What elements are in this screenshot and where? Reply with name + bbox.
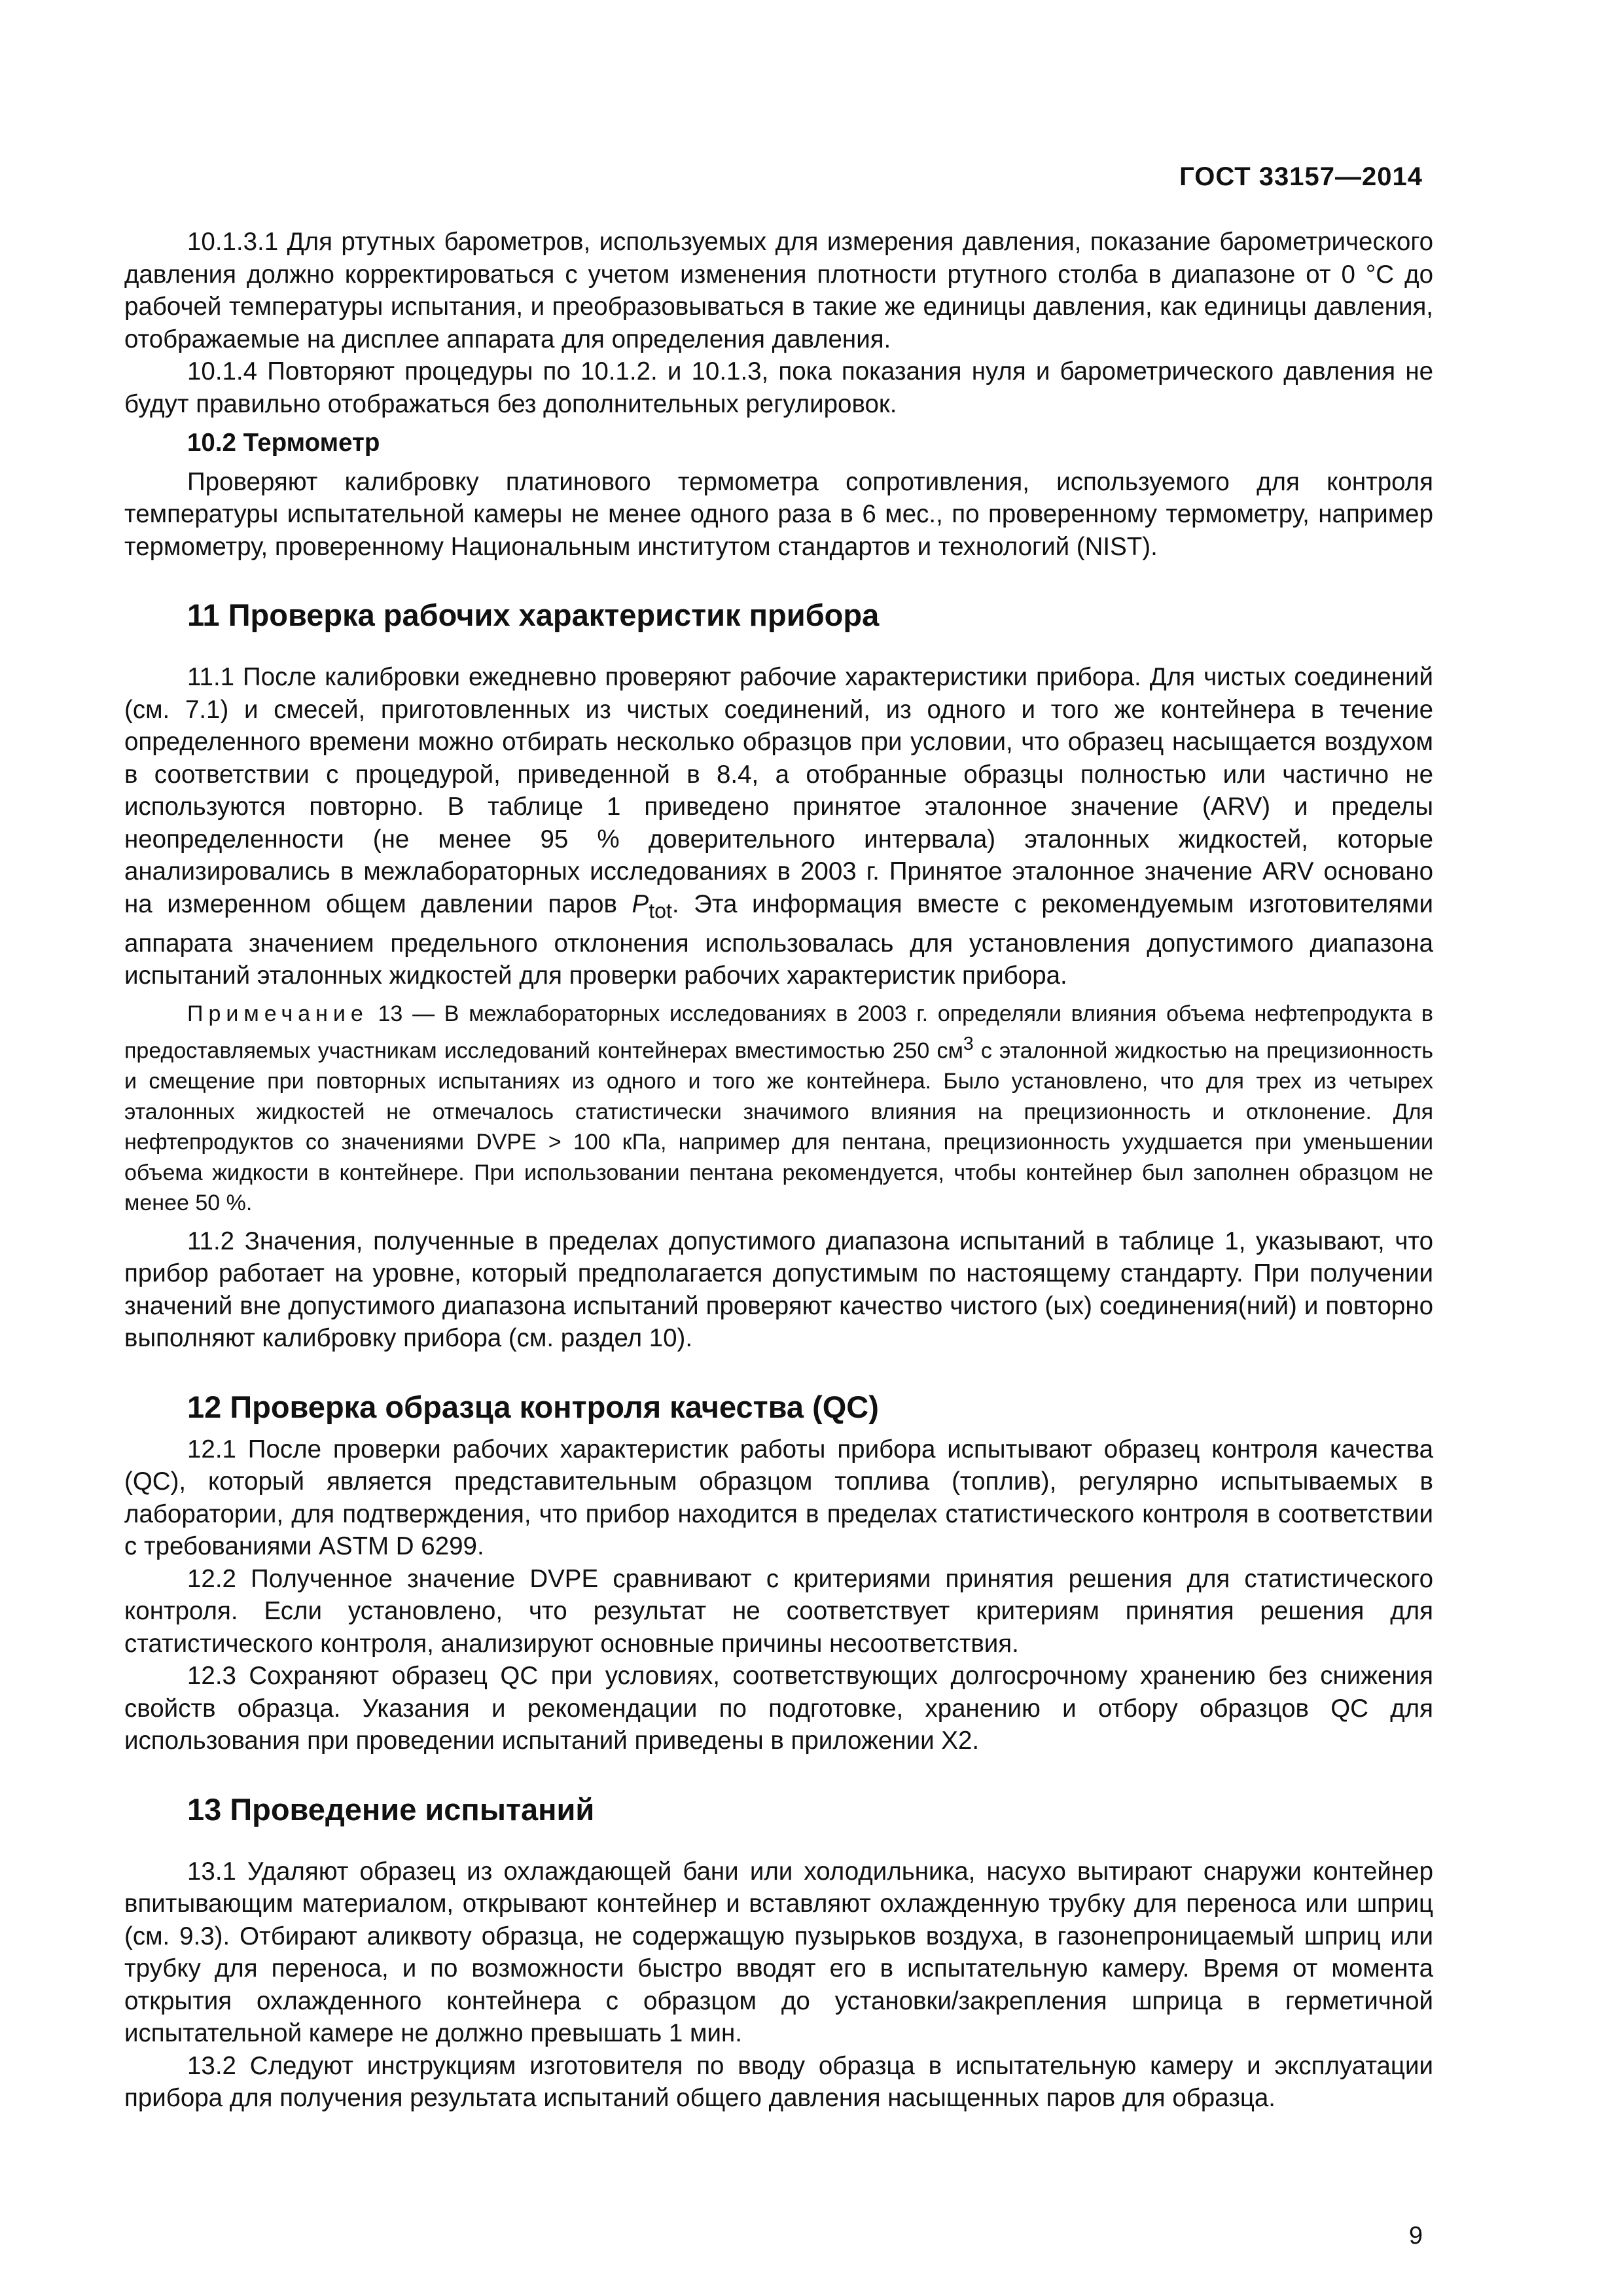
paragraph-10-2: Проверяют калибровку платинового термометра сопротивления, используемого для контроля температуры испытательной камеры не менее одного раза в 6 мес., по проверенному термометру, например термометру, проверенному Национальным институтом стандартов и технологий (NIST).	[124, 467, 1433, 561]
pressure-symbol: P	[632, 889, 649, 918]
document-body	[124, 226, 1433, 2115]
section-heading-11: 11 Проверка рабочих характеристик прибора	[187, 598, 880, 632]
paragraph-11-1	[124, 661, 1433, 992]
paragraph-12-2: 12.2 Полученное значение DVPE сравнивают с критериями принятия решения для статистического контроля. Если установлено, что результат не соответствует критериям принятия решения для статистического контроля, анализируют основные причины несоответствия.	[124, 1564, 1433, 1658]
paragraph-11-1-text-b: . Эта информация вместе с рекомендуемым изготовителями аппарата значением предельного отклонения использовалась для установления допустимого диапазона испытаний эталонных жидкостей для проверки рабочих характеристик прибора.	[124, 889, 1433, 990]
subsection-heading-10-2: 10.2 Термометр	[187, 429, 380, 457]
note-13	[124, 999, 1433, 1219]
note-unit-superscript: 3	[963, 1033, 974, 1055]
paragraph-12-3: 12.3 Сохраняют образец QC при условиях, соответствующих долгосрочному хранению без снижения свойств образца. Указания и рекомендации по подготовке, хранению и отбору образцов QC для использования при проведении испытаний приведены в приложении Х2.	[124, 1662, 1433, 1755]
paragraph-13-2: 13.2 Следуют инструкциям изготовителя по вводу образца в испытательную камеру и эксплуатации прибора для получения результата испытаний общего давления насыщенных паров для образца.	[124, 2051, 1433, 2113]
paragraph-13-1: 13.1 Удаляют образец из охлаждающей бани или холодильника, насухо вытирают снаружи контейнер впитывающим материалом, открывают контейнер и вставляют охлажденную трубку для переноса или шприц (см. 9.3). Отбирают аликвоту образца, не содержащую пузырьков воздуха, в газонепроницаемый шприц или трубку для переноса, и по возможности быстро вводят его в испытательную камеру. Время от момента открытия охлажденного контейнера с образцом до установки/закрепления шприца в герметичной испытательной камере не должно превышать 1 мин.	[124, 1857, 1433, 2048]
paragraph-11-2: 11.2 Значения, полученные в пределах допустимого диапазона испытаний в таблице 1, указывают, что прибор работает на уровне, который предполагается допустимым по настоящему стандарту. При получении значений вне допустимого диапазона испытаний проверяют качество чистого (ых) соединения(ний) и повторно выполняют калибровку прибора (см. раздел 10).	[124, 1227, 1433, 1353]
paragraph-10-1-3-1: 10.1.3.1 Для ртутных барометров, используемых для измерения давления, показание барометрического давления должно корректироваться с учетом изменения плотности ртутного столба в диапазоне от 0 °С до рабочей температуры испытания, и преобразовываться в такие же единицы давления, как единицы давления, отображаемые на дисплее аппарата для определения давления.	[124, 228, 1433, 353]
note-13-text-a: 13 — В межлабораторных исследованиях в 2003 г. определяли влияния объема нефтепродукта в предоставляемых участникам исследований контейнерах вместимостью 250 см	[124, 1001, 1433, 1064]
paragraph-10-1-4: 10.1.4 Повторяют процедуры по 10.1.2. и 10.1.3, пока показания нуля и барометрического давления не будут правильно отображаться без дополнительных регулировок.	[124, 357, 1433, 418]
paragraph-11-1-text-a: 11.1 После калибровки ежедневно проверяют рабочие характеристики прибора. Для чистых соединений (см. 7.1) и смесей, приготовленных из чистых соединений, из одного и того же контейнера в течение определенного времени можно отбирать несколько образцов при условии, что образец насыщается воздухом в соответствии с процедурой, приведенной в 8.4, а отобранные образцы полностью или частично не используются повторно. В таблице 1 приведено принятое эталонное значение (ARV) и пределы неопределенности (не менее 95 % доверительного интервала) эталонных жидкостей, которые анализировались в межлабораторных исследованиях в 2003 г. Принятое эталонное значение ARV основано на измеренном общем давлении паров	[124, 663, 1433, 918]
section-heading-13: 13 Проведение испытаний	[187, 1791, 595, 1827]
section-heading-12: 12 Проверка образца контроля качества (QC)	[187, 1389, 879, 1424]
page-number: 9	[1408, 2222, 1423, 2250]
note-13-text-b: с эталонной жидкостью на прецизионность и смещение при повторных испытаниях из одного и того же контейнера. Было установлено, что для трех из четырех эталонных жидкостей не отмечалось статистически значимого влияния на прецизионность и отклонение. Для нефтепродуктов со значениями DVPE > 100 кПа, например для пентана, прецизионность ухудшается при уменьшении объема жидкости в контейнере. При использовании пентана рекомендуется, чтобы контейнер был заполнен образцом не менее 50 %.	[124, 1038, 1433, 1216]
pressure-subscript: tot	[649, 899, 672, 923]
paragraph-12-1: 12.1 После проверки рабочих характеристик работы прибора испытывают образец контроля качества (QC), который является представительным образцом топлива (топлив), регулярно испытываемых в лаборатории, для подтверждения, что прибор находится в пределах статистического контроля в соответствии с требованиями ASTM D 6299.	[124, 1435, 1433, 1561]
note-label: Примечание	[187, 1001, 368, 1026]
document-code: ГОСТ 33157—2014	[1179, 162, 1423, 191]
